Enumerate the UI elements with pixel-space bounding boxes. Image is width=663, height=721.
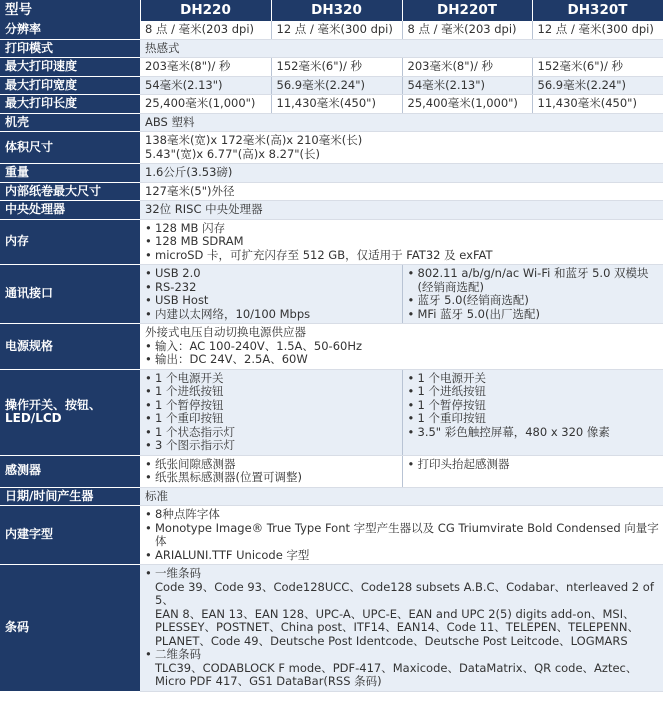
list-item: • 蓝牙 5.0(经销商选配) — [408, 294, 663, 308]
cell — [402, 455, 663, 487]
item-note: (经销商选配) — [417, 279, 484, 294]
fonts-list — [145, 508, 663, 562]
row-label: 条码 — [0, 565, 140, 692]
cell — [140, 565, 663, 692]
row-max-speed — [0, 58, 663, 77]
row-label: 最大打印速度 — [0, 58, 140, 77]
barcode-2d-line: TLC39、CODABLOCK F mode、PDF-417、Maxicode、DataMatrix、QR code、Aztec、 — [155, 660, 638, 675]
label-line: 操作开关、按钮、 — [5, 397, 102, 412]
list-item: • 纸张黑标感测器(位置可调整) — [145, 471, 402, 485]
sensors-list-right — [408, 458, 663, 472]
model-dh220t: DH220T — [402, 0, 532, 21]
controls-list-right — [408, 372, 663, 440]
row-label: 通讯接口 — [0, 265, 140, 324]
cell — [140, 219, 663, 265]
cell — [140, 324, 663, 370]
list-item: • 输入：AC 100-240V、1.5A、50-60Hz — [145, 340, 663, 354]
row-label: 感测器 — [0, 455, 140, 487]
list-item: • 输出：DC 24V、2.5A、60W — [145, 353, 663, 367]
model-header-label: 型号 — [0, 0, 140, 21]
list-item: • 1 个电源开关 — [408, 372, 663, 386]
list-item — [145, 648, 663, 689]
interface-list-left — [145, 267, 402, 321]
interface-list-right — [408, 267, 663, 321]
list-item: • 3 个图示指示灯 — [145, 439, 402, 453]
row-controls — [0, 369, 663, 455]
row-memory — [0, 219, 663, 265]
cell — [402, 369, 663, 455]
cell: 56.9毫米(2.24") — [532, 76, 663, 95]
list-item: • 1 个重印按钮 — [145, 412, 402, 426]
list-item: • 内建以太网络，10/100 Mbps — [145, 308, 402, 322]
row-resolution — [0, 21, 663, 39]
cell: 11,430毫米(450") — [532, 95, 663, 114]
row-fonts — [0, 506, 663, 565]
barcode-1d-line: Code 39、Code 93、Code128UCC、Code128 subsets A.B.C、Codabar、nterleaved 2 of 5、 — [155, 579, 654, 607]
row-label: 分辨率 — [0, 21, 140, 39]
list-item: • 1 个重印按钮 — [408, 412, 663, 426]
row-label: 电源规格 — [0, 324, 140, 370]
row-label: 机壳 — [0, 113, 140, 132]
list-item — [408, 267, 663, 294]
barcode-2d-line: Micro PDF 417、GS1 DataBar(RSS 条码) — [155, 674, 382, 688]
row-casing — [0, 113, 663, 132]
cell: 8 点 / 毫米(203 dpi) — [402, 21, 532, 39]
barcode-1d-line: PLESSEY、POSTNET、China post、ITF14、EAN14、Code 11、TELEPEN、TELEPENN、 — [155, 620, 639, 634]
cell: 12 点 / 毫米(300 dpi) — [532, 21, 663, 39]
cell: 标准 — [140, 487, 663, 506]
list-item: • ARIALUNI.TTF Unicode 字型 — [145, 549, 663, 563]
barcode-2d-heading: • 二维条码 — [155, 647, 201, 661]
list-item: • USB 2.0 — [145, 267, 402, 281]
cell: 152毫米(6")/ 秒 — [271, 58, 402, 77]
row-cpu — [0, 201, 663, 220]
row-barcodes — [0, 565, 663, 692]
barcode-1d-line: PLANET、Code 49、Deutsche Post Identcode、Deutsche Post Leitcode、LOGMARS — [155, 633, 628, 648]
barcode-list — [145, 567, 663, 689]
list-item: • 3.5" 彩色触控屏幕，480 x 320 像素 — [408, 426, 663, 440]
list-item: • 128 MB 闪存 — [145, 222, 663, 236]
row-max-width — [0, 76, 663, 95]
dimensions-imperial: 5.43"(宽)x 6.77"(高)x 8.27"(长) — [145, 146, 321, 161]
row-label: 内部纸卷最大尺寸 — [0, 182, 140, 201]
memory-list — [145, 222, 663, 263]
list-item: • 打印头抬起感测器 — [408, 458, 663, 472]
cell — [140, 455, 402, 487]
power-intro: 外接式电压自动切换电源供应器 — [145, 325, 306, 339]
header-row — [0, 0, 663, 21]
cell: 54毫米(2.13") — [402, 76, 532, 95]
cell: 54毫米(2.13") — [140, 76, 271, 95]
cell — [140, 265, 402, 324]
list-item: • 1 个电源开关 — [145, 372, 402, 386]
row-label: 体积尺寸 — [0, 132, 140, 164]
list-item: • 纸张间隙感测器 — [145, 458, 402, 472]
cell: 1.6公斤(3.53磅) — [140, 164, 663, 183]
row-label: 最大打印长度 — [0, 95, 140, 114]
cell — [140, 369, 402, 455]
list-item: • Monotype Image® True Type Font 字型产生器以及 CG Triumvirate Bold Condensed 向量字体 — [145, 522, 663, 549]
list-item: • 1 个进纸按钮 — [145, 385, 402, 399]
cell: 11,430毫米(450") — [271, 95, 402, 114]
cell — [140, 132, 663, 164]
cell: 56.9毫米(2.24") — [271, 76, 402, 95]
cell: ABS 塑料 — [140, 113, 663, 132]
row-label: 中央处理器 — [0, 201, 140, 220]
list-item: • microSD 卡，可扩充闪存至 512 GB，仅适用于 FAT32 及 exFAT — [145, 249, 663, 263]
label-line: LED/LCD — [5, 411, 62, 425]
model-dh320t: DH320T — [532, 0, 663, 21]
cell — [140, 506, 663, 565]
list-item: • 1 个暂停按钮 — [145, 399, 402, 413]
row-sensors — [0, 455, 663, 487]
cell: 12 点 / 毫米(300 dpi) — [271, 21, 402, 39]
list-item: • USB Host — [145, 294, 402, 308]
row-power — [0, 324, 663, 370]
list-item: • 1 个进纸按钮 — [408, 385, 663, 399]
row-dimensions — [0, 132, 663, 164]
row-label — [0, 369, 140, 455]
cell — [402, 265, 663, 324]
list-item: • RS-232 — [145, 281, 402, 295]
model-dh320: DH320 — [271, 0, 402, 21]
cell: 152毫米(6")/ 秒 — [532, 58, 663, 77]
cell: 203毫米(8")/ 秒 — [402, 58, 532, 77]
row-weight — [0, 164, 663, 183]
barcode-1d-heading: • 一维条码 — [155, 566, 201, 580]
cell: 25,400毫米(1,000") — [402, 95, 532, 114]
list-item: • MFi 蓝牙 5.0(出厂选配) — [408, 308, 663, 322]
list-item — [145, 567, 663, 648]
cell: 203毫米(8")/ 秒 — [140, 58, 271, 77]
cell: 32位 RISC 中央处理器 — [140, 201, 663, 220]
model-dh220: DH220 — [140, 0, 271, 21]
row-label: 内存 — [0, 219, 140, 265]
row-roll — [0, 182, 663, 201]
controls-list-left — [145, 372, 402, 453]
sensors-list-left — [145, 458, 402, 485]
cell: 25,400毫米(1,000") — [140, 95, 271, 114]
list-item: • 128 MB SDRAM — [145, 235, 663, 249]
row-rtc — [0, 487, 663, 506]
cell: 热感式 — [140, 39, 663, 58]
list-item: • 1 个状态指示灯 — [145, 426, 402, 440]
list-item: • 8种点阵字体 — [145, 508, 663, 522]
row-interface — [0, 265, 663, 324]
list-item: • 1 个暂停按钮 — [408, 399, 663, 413]
row-label: 重量 — [0, 164, 140, 183]
row-label: 打印模式 — [0, 39, 140, 58]
item-text: 802.11 a/b/g/n/ac Wi-Fi 和蓝牙 5.0 双模块 — [417, 266, 649, 280]
barcode-1d-line: EAN 8、EAN 13、EAN 128、UPC-A、UPC-E、EAN and UPC 2(5) digits add-on、MSI、 — [155, 606, 635, 621]
row-label: 日期/时间产生器 — [0, 487, 140, 506]
power-list — [145, 340, 663, 367]
cell: 127毫米(5")外径 — [140, 182, 663, 201]
dimensions-metric: 138毫米(宽)x 172毫米(高)x 210毫米(长) — [145, 133, 363, 147]
row-label: 内建字型 — [0, 506, 140, 565]
row-label: 最大打印宽度 — [0, 76, 140, 95]
row-print-mode — [0, 39, 663, 58]
cell: 8 点 / 毫米(203 dpi) — [140, 21, 271, 39]
row-max-length — [0, 95, 663, 114]
